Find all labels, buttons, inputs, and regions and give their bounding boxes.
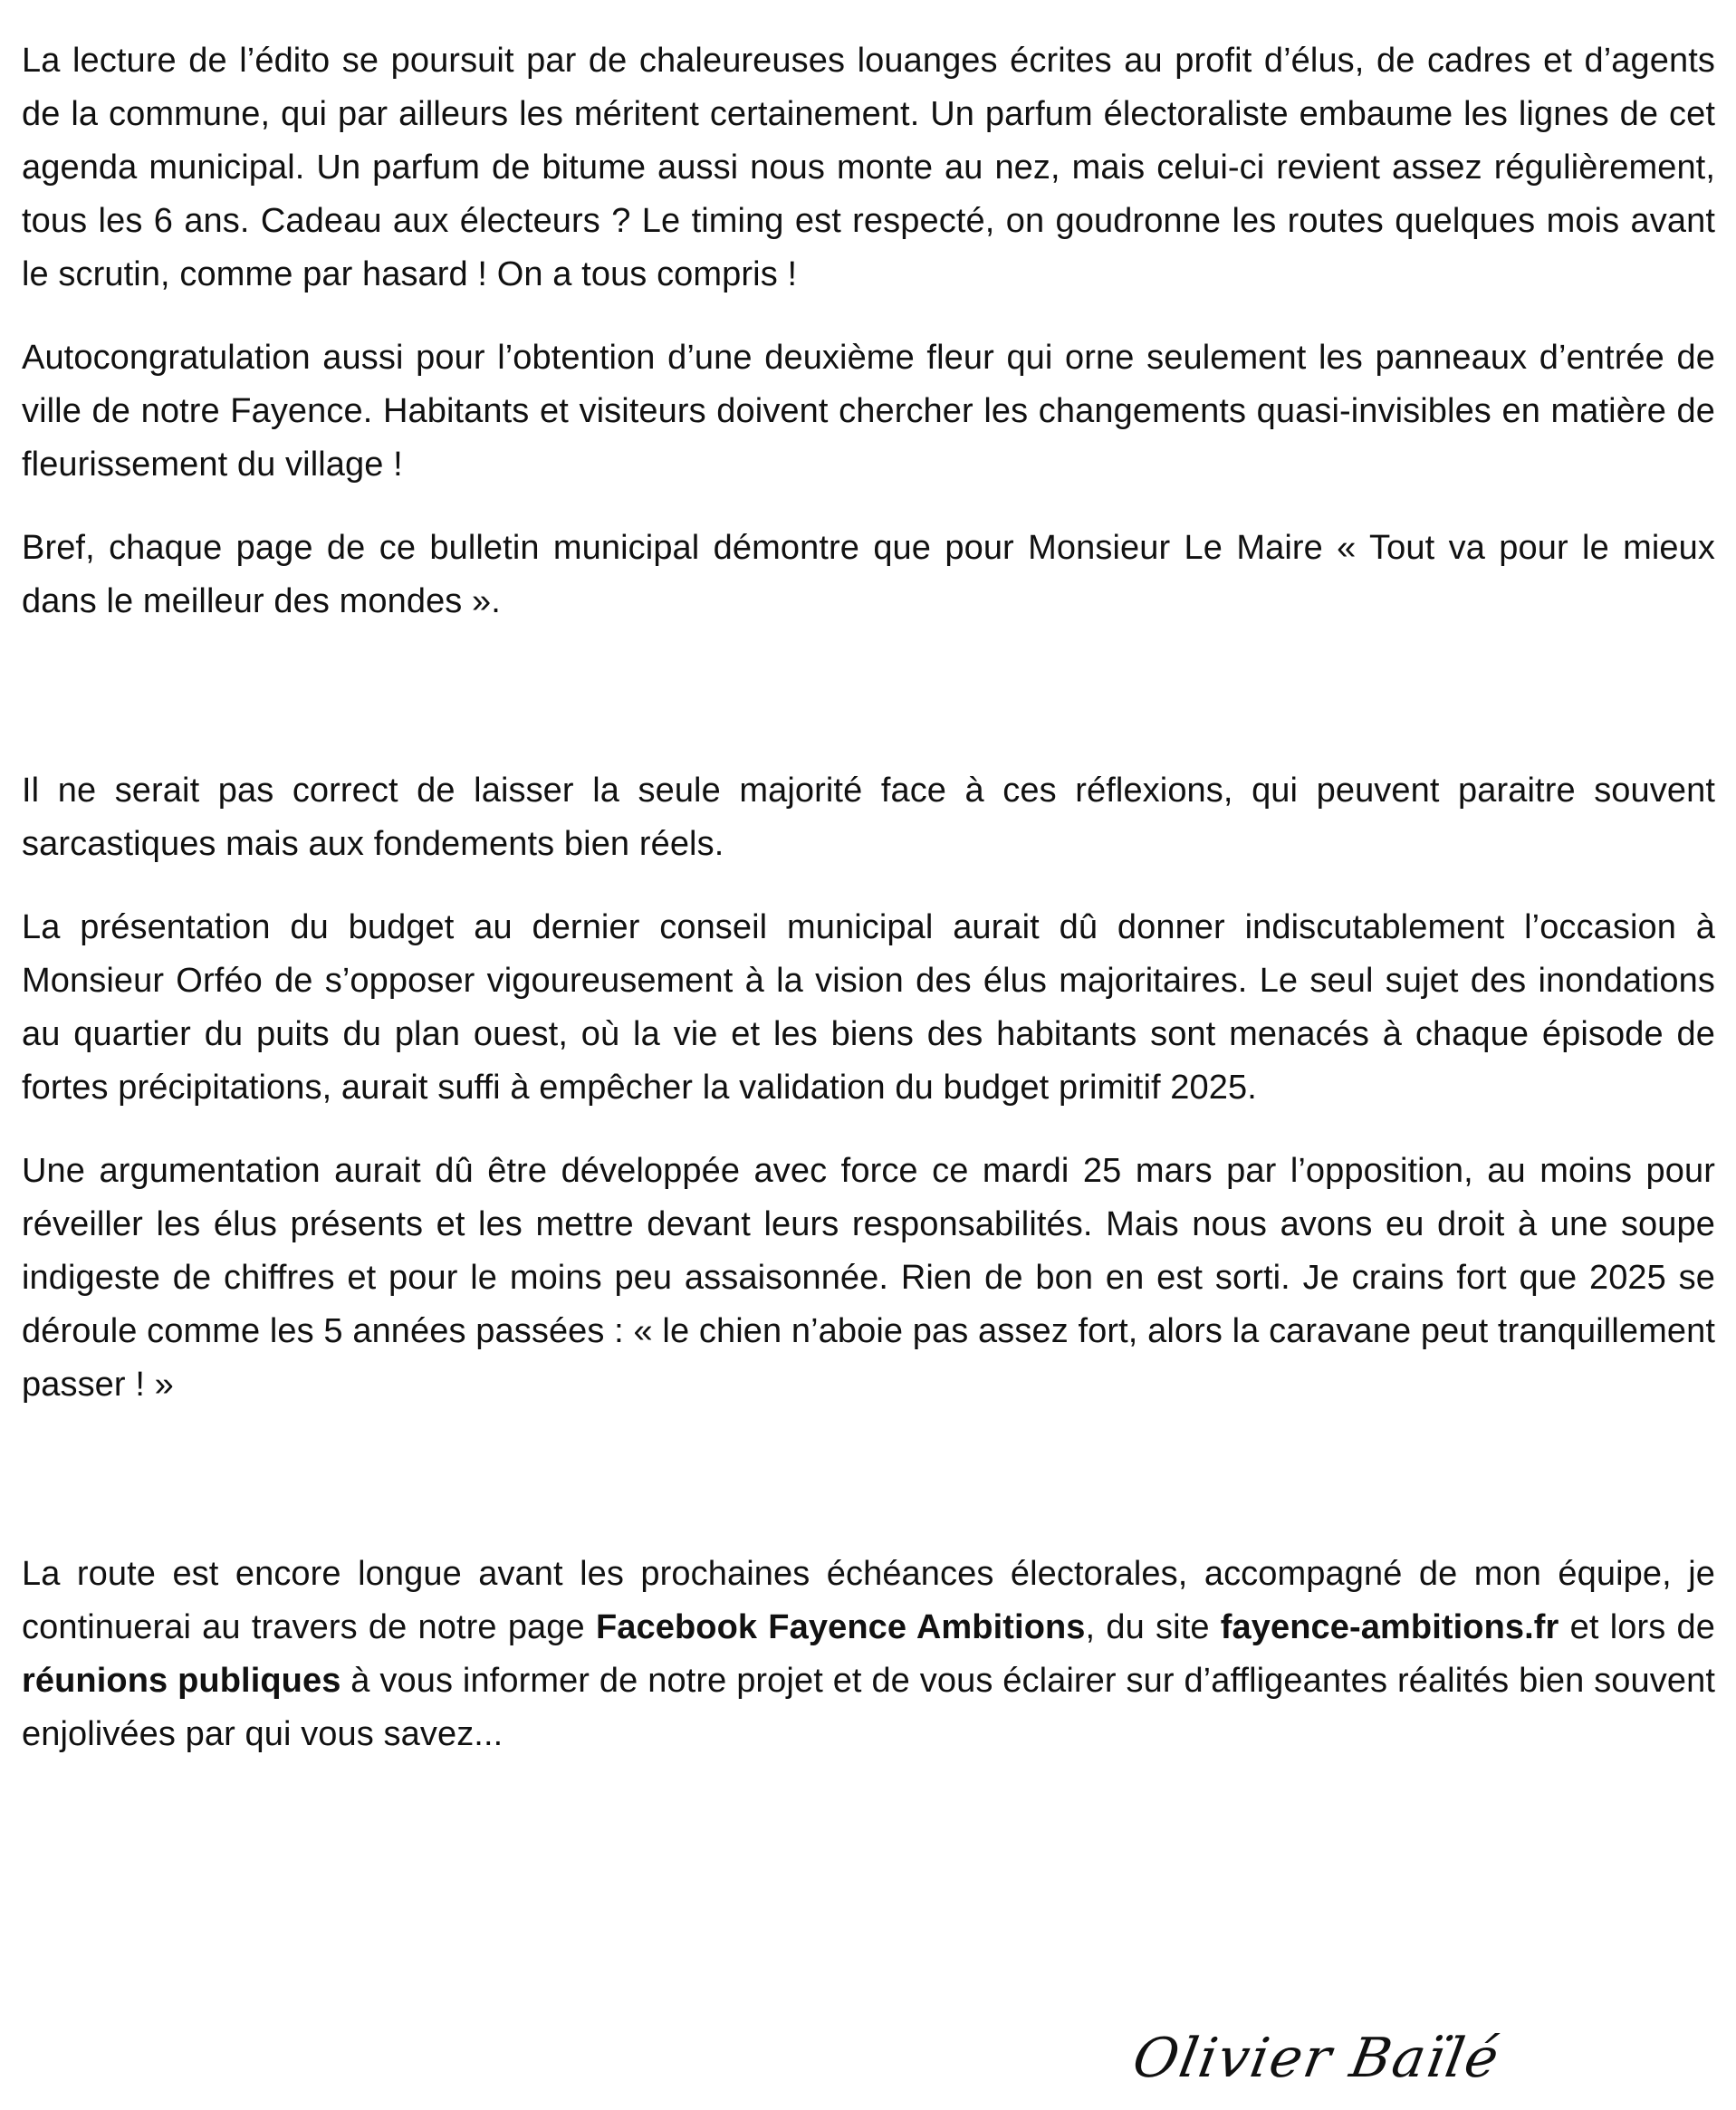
paragraph-majority-reflection: Il ne serait pas correct de laisser la seule majorité face à ces réflexions, qui peuvent paraitre souvent sarcastiques mais aux fondements bien réels.	[22, 772, 1715, 863]
paragraph-edito-praise: La lecture de l’édito se poursuit par de chaleureuses louanges écrites au profit d’élus, de cadres et d’agents de la commune, qui par ailleurs les méritent certainement. Un parfum électoraliste embaume les lignes de cet agenda municipal. Un parfum de bitume aussi nous monte au nez, mais celui-ci revient assez régulièrement, tous les 6 ans. Cadeau aux électeurs ? Le timing est respecté, on goudronne les routes quelques mois avant le scrutin, comme par hasard ! On a tous compris !	[22, 42, 1715, 293]
public-meetings: réunions publiques	[22, 1662, 341, 1700]
author-signature: Olivier Baïlé	[1127, 2027, 1505, 2090]
closing-text-4: à vous informer de notre projet et de vous éclairer sur d’affligeantes réalités bien souvent enjolivées par qui vous savez...	[22, 1662, 1715, 1753]
paragraph-bulletin-summary: Bref, chaque page de ce bulletin municipal démontre que pour Monsieur Le Maire « Tout va pour le mieux dans le meilleur des mondes ».	[22, 529, 1715, 620]
website-name: fayence-ambitions.fr	[1220, 1608, 1559, 1646]
facebook-page-name: Facebook Fayence Ambitions	[595, 1608, 1086, 1646]
closing-text-2: , du site	[1085, 1608, 1221, 1646]
closing-text-1: La route est encore longue avant les prochaines échéances électorales, accompagné de mon équipe, je continuerai au travers de notre page	[22, 1555, 1715, 1646]
document-body	[22, 34, 1715, 1791]
paragraph-closing	[22, 1548, 1715, 1761]
paragraph-budget-presentation: La présentation du budget au dernier conseil municipal aurait dû donner indiscutablement l’occasion à Monsieur Orféo de s’opposer vigoureusement à la vision des élus majoritaires. Le seul sujet des inondations au quartier du puits du plan ouest, où la vie et les biens des habitants sont menacés à chaque épisode de fortes précipitations, aurait suffi à empêcher la validation du budget primitif 2025.	[22, 908, 1715, 1107]
paragraph-second-flower: Autocongratulation aussi pour l’obtention d’une deuxième fleur qui orne seulement les panneaux d’entrée de ville de notre Fayence. Habitants et visiteurs doivent chercher les changements quasi-invisibles en matière de fleurissement du village !	[22, 339, 1715, 484]
closing-text-3: et lors de	[1559, 1608, 1715, 1646]
paragraph-opposition-argument: Une argumentation aurait dû être développée avec force ce mardi 25 mars par l’opposition, au moins pour réveiller les élus présents et les mettre devant leurs responsabilités. Mais nous avons eu droit à une soupe indigeste de chiffres et pour le moins peu assaisonnée. Rien de bon en est sorti. Je crains fort que 2025 se déroule comme les 5 années passées : « le chien n’aboie pas assez fort, alors la caravane peut tranquillement passer ! »	[22, 1152, 1715, 1404]
